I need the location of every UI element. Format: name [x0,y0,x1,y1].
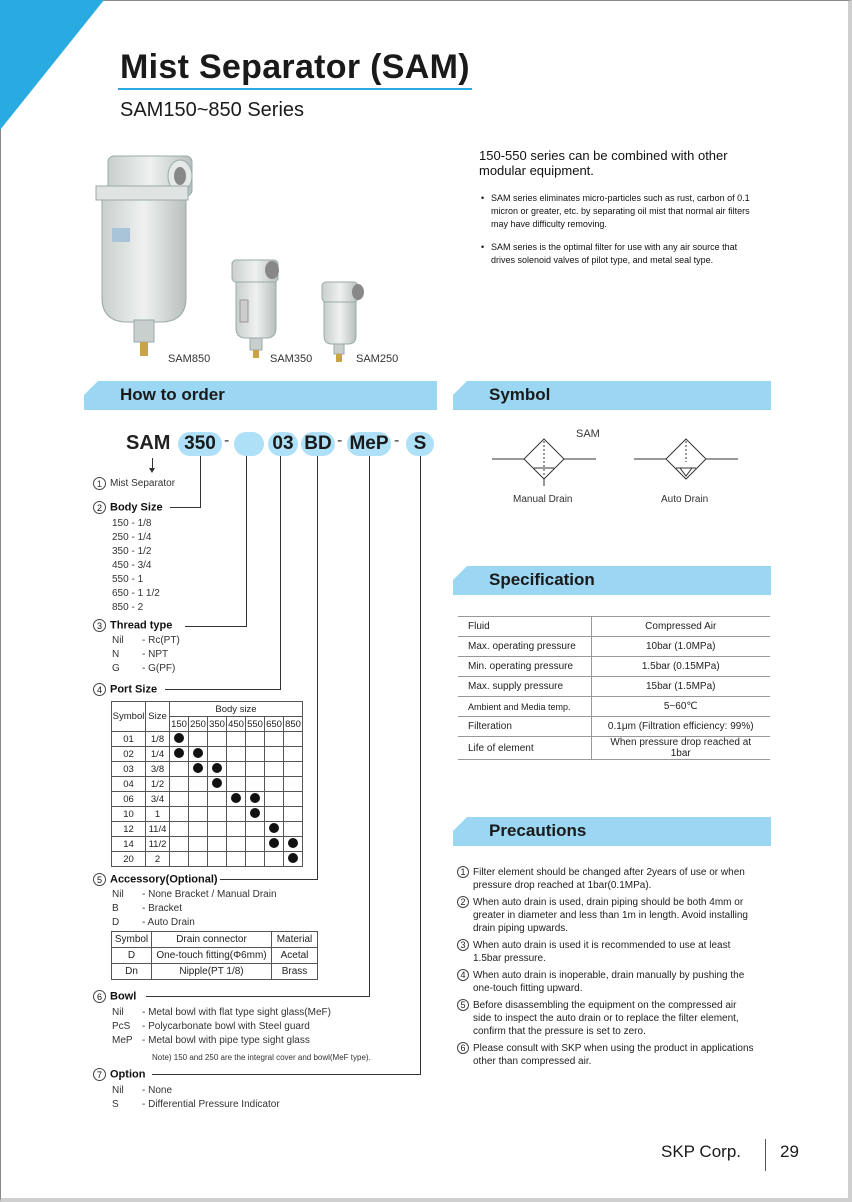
port-size: 1/4 [146,747,170,762]
sam850-image [96,156,192,356]
availability-cell [170,792,189,807]
precaution-text: When auto drain is used it is recommended to use at least 1.5bar pressure. [473,940,731,964]
connector-line [200,456,201,508]
availability-cell [189,732,208,747]
precaution-number: 3 [457,939,469,951]
table-row [458,697,770,717]
availability-cell [265,822,284,837]
table-row: Dn Nipple(PT 1/8) Brass [112,964,318,980]
connector-line [280,456,281,690]
availability-cell [170,732,189,747]
specification-bar: Specification [453,566,771,595]
availability-cell [189,747,208,762]
code-port: 03 [268,432,298,456]
precaution-text: Before disassembling the equipment on the compressed air side to inspect the auto drain or to replace the filter element, confirm that the pressure is set to zero. [473,1000,739,1037]
code-bowl: MeP [347,432,391,456]
connector-line [317,456,318,880]
port-size: 1/8 [146,732,170,747]
availability-cell [265,837,284,852]
precaution-number: 4 [457,969,469,981]
availability-cell [265,852,284,867]
availability-cell [189,822,208,837]
table-row [458,637,770,657]
port-table-header: Size [146,702,170,732]
availability-cell [265,747,284,762]
precaution-text: Filter element should be changed after 2years of use or when pressure drop reached at 1bar(0.1MPa). [473,867,745,891]
product-illustrations [90,150,410,370]
intro-bullet: • SAM series eliminates micro-particles such as rust, carbon of 0.1 micron or greater, etc. by separating oil mist that normal air filters may have difficulty removing. [481,193,750,229]
spec-value: 5~60℃ [591,697,770,717]
corner-accent [0,0,104,130]
auto-drain-label: Auto Drain [661,494,709,505]
availability-cell [227,777,246,792]
availability-cell [284,792,303,807]
available-mark [269,838,279,848]
available-mark [193,763,203,773]
port-symbol: 06 [112,792,146,807]
product-label-850: SAM850 [168,353,211,365]
available-mark [212,778,222,788]
body-size-list: 150 - 1/8 250 - 1/4 350 - 1/2 450 - 3/4 550 - 1 650 - 1 1/2 850 - 2 [112,518,160,613]
availability-cell [284,777,303,792]
availability-cell [170,822,189,837]
port-size: 11/4 [146,822,170,837]
availability-cell [189,792,208,807]
footer-divider [765,1139,766,1171]
available-mark [212,763,222,773]
port-table-header: Body size [170,702,303,717]
availability-cell [170,852,189,867]
order-item-mist-separator: 1 Mist Separator [93,477,175,490]
availability-cell [227,822,246,837]
page-subtitle: SAM150~850 Series [120,99,305,121]
precautions-list [457,866,757,1072]
available-mark [231,793,241,803]
title-underline [118,88,472,90]
connector-line [146,996,370,997]
availability-cell [246,747,265,762]
page-title: Mist Separator (SAM) [120,48,470,86]
table-row [112,852,303,867]
bowl-list: Nil - Metal bowl with flat type sight glass(MeF) PcS - Polycarbonate bowl with Steel guard MeP - Metal bowl with pipe type sight glass [112,1007,331,1046]
arrow-head [149,468,155,473]
acc-table-header: Drain connector [152,932,272,948]
symbol-title: SAM [576,428,600,440]
availability-cell [189,777,208,792]
availability-cell [170,777,189,792]
precaution-text: Please consult with SKP when using the product in applications other than compressed air. [473,1043,754,1067]
body-size-header: 350 [209,718,225,730]
availability-cell [208,777,227,792]
body-size-header: 550 [247,718,263,730]
port-symbol: 01 [112,732,146,747]
accessory-list: Nil - None Bracket / Manual Drain B - Bracket D - Auto Drain [112,889,277,928]
footer-company: SKP Corp. [661,1142,742,1161]
spec-label: Max. operating pressure [458,637,591,657]
availability-cell [227,852,246,867]
availability-cell [227,792,246,807]
availability-cell [189,762,208,777]
precautions-bar: Precautions [453,817,771,846]
table-row [112,762,303,777]
availability-cell [246,822,265,837]
auto-drain-symbol [634,439,738,479]
spec-value: 15bar (1.5MPa) [591,677,770,697]
code-thread [234,432,264,456]
precaution-text: When auto drain is used, drain piping should be both 4mm or greater in diameter and less than 1m in length. Avoid installing drain piping upwards. [473,897,748,934]
pneumatic-symbols [488,432,748,492]
order-item-bowl: 6 Bowl [93,990,136,1003]
spec-value: 0.1μm (Filtration efficiency: 99%) [591,717,770,737]
symbol-bar: Symbol [453,381,771,410]
body-size-header: 850 [285,718,301,730]
availability-cell [227,807,246,822]
availability-cell [170,762,189,777]
availability-cell [246,807,265,822]
availability-cell [170,837,189,852]
available-mark [288,838,298,848]
availability-cell [208,852,227,867]
availability-cell [265,807,284,822]
spec-label: Fluid [458,617,591,637]
port-symbol: 20 [112,852,146,867]
precaution-text: When auto drain is inoperable, drain manually by pushing the one-touch fitting upward. [473,970,745,994]
table-row [112,792,303,807]
availability-cell [227,837,246,852]
table-row [112,747,303,762]
availability-cell [265,732,284,747]
code-accessory: BD [301,432,335,456]
availability-cell [265,777,284,792]
order-item-option: 7 Option [93,1068,145,1081]
availability-cell [227,732,246,747]
port-symbol: 12 [112,822,146,837]
manual-drain-label: Manual Drain [513,494,573,505]
code-dash: - [224,432,230,449]
table-row [112,837,303,852]
precaution-number: 6 [457,1042,469,1054]
availability-cell [227,747,246,762]
port-size-table [111,701,303,867]
connector-line [165,689,281,690]
available-mark [174,733,184,743]
table-row [458,657,770,677]
code-dash: - [394,432,400,449]
availability-cell [284,732,303,747]
port-symbol: 04 [112,777,146,792]
acc-table-header: Symbol [112,932,152,948]
order-item-port-size: 4 Port Size [93,683,157,696]
precaution-item [457,896,757,935]
option-list: Nil - None S - Differential Pressure Indicator [112,1085,280,1110]
body-size-header: 150 [171,718,187,730]
port-size: 3/8 [146,762,170,777]
table-row [458,717,770,737]
connector-line [185,626,247,627]
availability-cell [208,792,227,807]
availability-cell [284,822,303,837]
product-label-350: SAM350 [270,353,313,365]
availability-cell [208,837,227,852]
availability-cell [246,837,265,852]
available-mark [174,748,184,758]
code-body-size: 350 [178,432,222,456]
port-size: 1/2 [146,777,170,792]
thread-type-list: Nil - Rc(PT) N - NPT G - G(PF) [112,635,180,674]
how-to-order-bar: How to order [84,381,437,410]
table-row [112,807,303,822]
port-symbol: 03 [112,762,146,777]
availability-cell [246,792,265,807]
port-symbol: 10 [112,807,146,822]
availability-cell [246,732,265,747]
body-size-header: 650 [266,718,282,730]
order-item-thread-type: 3 Thread type [93,619,172,632]
table-row [458,677,770,697]
availability-cell [265,792,284,807]
spec-label: Filteration [458,717,591,737]
port-table-header: Symbol [112,702,146,732]
table-row [112,777,303,792]
order-item-body-size: 2 Body Size [93,501,163,514]
port-symbol: 14 [112,837,146,852]
spec-label: Ambient and Media temp. [458,697,591,717]
port-size: 3/4 [146,792,170,807]
precaution-item [457,939,757,965]
availability-cell [227,762,246,777]
availability-cell [246,762,265,777]
spec-value: Compressed Air [591,617,770,637]
availability-cell [189,837,208,852]
availability-cell [246,852,265,867]
port-size: 1 [146,807,170,822]
table-row [112,822,303,837]
availability-cell [246,777,265,792]
body-size-header: 450 [228,718,244,730]
availability-cell [208,732,227,747]
available-mark [250,793,260,803]
manual-drain-symbol [492,439,596,486]
availability-cell [189,852,208,867]
connector-line [152,1074,421,1075]
code-option: S [406,432,434,456]
spec-value: 1.5bar (0.15MPa) [591,657,770,677]
spec-label: Life of element [458,737,591,760]
spec-value: When pressure drop reached at 1bar [591,737,770,760]
precaution-item [457,866,757,892]
availability-cell [170,747,189,762]
available-mark [288,853,298,863]
precaution-number: 5 [457,999,469,1011]
availability-cell [284,837,303,852]
spec-value: 10bar (1.0MPa) [591,637,770,657]
acc-table-header: Material [272,932,318,948]
available-mark [250,808,260,818]
port-size: 2 [146,852,170,867]
code-dash: - [337,432,343,449]
availability-cell [208,822,227,837]
availability-cell [189,807,208,822]
spec-label: Max. supply pressure [458,677,591,697]
table-row [112,732,303,747]
page-number: 29 [780,1142,799,1161]
connector-line [220,879,318,880]
intro-bullet: • SAM series is the optimal filter for use with any air source that drives solenoid valves of pilot type, and metal seal type. [481,242,738,265]
sam350-image [232,260,279,358]
table-row [458,737,770,760]
availability-cell [284,852,303,867]
availability-cell [265,762,284,777]
intro-heading: 150-550 series can be combined with other modular equipment. [479,148,728,178]
port-symbol: 02 [112,747,146,762]
intro-bullets [481,192,756,267]
connector-line [246,456,247,627]
precaution-number: 2 [457,896,469,908]
order-prefix: SAM [126,432,171,454]
connector-line [170,507,201,508]
availability-cell [284,807,303,822]
availability-cell [170,807,189,822]
availability-cell [208,807,227,822]
order-item-accessory: 5 Accessory(Optional) [93,873,218,886]
precaution-number: 1 [457,866,469,878]
availability-cell [208,762,227,777]
availability-cell [208,747,227,762]
port-size: 11/2 [146,837,170,852]
table-row [458,617,770,637]
spec-label: Min. operating pressure [458,657,591,677]
available-mark [193,748,203,758]
connector-line [420,456,421,1075]
product-label-250: SAM250 [356,353,399,365]
precaution-item [457,999,757,1038]
specification-table [458,616,770,760]
body-size-header: 250 [190,718,206,730]
precaution-item [457,969,757,995]
sam250-image [322,282,364,362]
bowl-note: Note) 150 and 250 are the integral cover and bowl(MeF type). [152,1053,371,1062]
connector-line [369,456,370,997]
availability-cell [284,762,303,777]
table-row: D One-touch fitting(Φ6mm) Acetal [112,948,318,964]
drain-connector-table [111,931,318,980]
availability-cell [284,747,303,762]
precaution-item [457,1042,757,1068]
available-mark [269,823,279,833]
